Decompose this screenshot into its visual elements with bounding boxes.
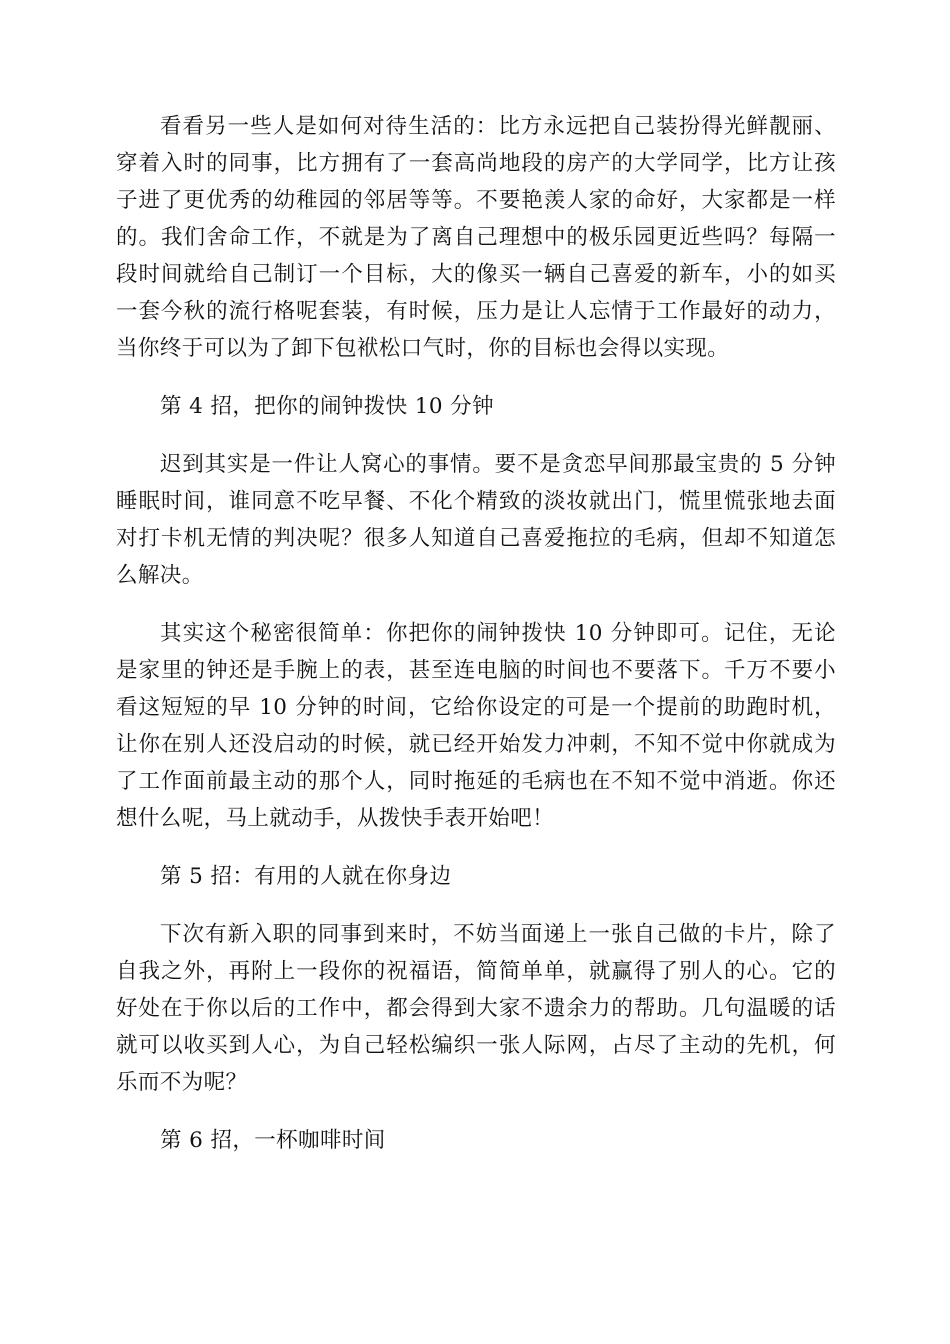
paragraph-life-goals: 看看另一些人是如何对待生活的：比方永远把自己装扮得光鲜靓丽、穿着入时的同事，比方拥有了一套高尚地段的房产的大学同学，比方让孩子进了更优秀的幼稚园的邻居等等。不要艳羡人家的命好，大家都是一样的。我们舍命工作，不就是为了离自己理想中的极乐园更近些吗？每隔一段时间就给自己制订一个目标，大的像买一辆自己喜爱的新车，小的如买一套今秋的流行格呢套装，有时候，压力是让人忘情于工作最好的动力，当你终于可以为了卸下包袱松口气时，你的目标也会得以实现。	[116, 114, 836, 361]
heading-tip-4: 第 4 招，把你的闹钟拨快 10 分钟	[160, 394, 494, 419]
heading-tip-6: 第 6 招，一杯咖啡时间	[160, 1128, 386, 1153]
paragraph-being-late: 迟到其实是一件让人窝心的事情。要不是贪恋早间那最宝贵的 5 分钟睡眠时间，谁同意不吃早餐、不化个精致的淡妆就出门，慌里慌张地去面对打卡机无情的判决呢？很多人知道自己喜爱拖拉的毛病，但却不知道怎么解决。	[116, 452, 836, 588]
document-page	[116, 108, 836, 1180]
paragraph-new-colleague: 下次有新入职的同事到来时，不妨当面递上一张自己做的卡片，除了自我之外，再附上一段你的祝福语，简简单单，就赢得了别人的心。它的好处在于你以后的工作中，都会得到大家不遗余力的帮助。几句温暖的话就可以收买到人心，为自己轻松编织一张人际网，占尽了主动的先机，何乐而不为呢？	[116, 922, 836, 1095]
paragraph-alarm-secret: 其实这个秘密很简单：你把你的闹钟拨快 10 分钟即可。记住，无论是家里的钟还是手腕上的表，甚至连电脑的时间也不要落下。千万不要小看这短短的早 10 分钟的时间，它给你设定的可是一个提前的助跑时机，让你在别人还没启动的时候，就已经开始发力冲刺，不知不觉中你就成为了工作面前最主动的那个人，同时拖延的毛病也在不知不觉中消逝。你还想什么呢，马上就动手，从拨快手表开始吧！	[116, 621, 836, 831]
heading-tip-5: 第 5 招：有用的人就在你身边	[160, 864, 452, 889]
